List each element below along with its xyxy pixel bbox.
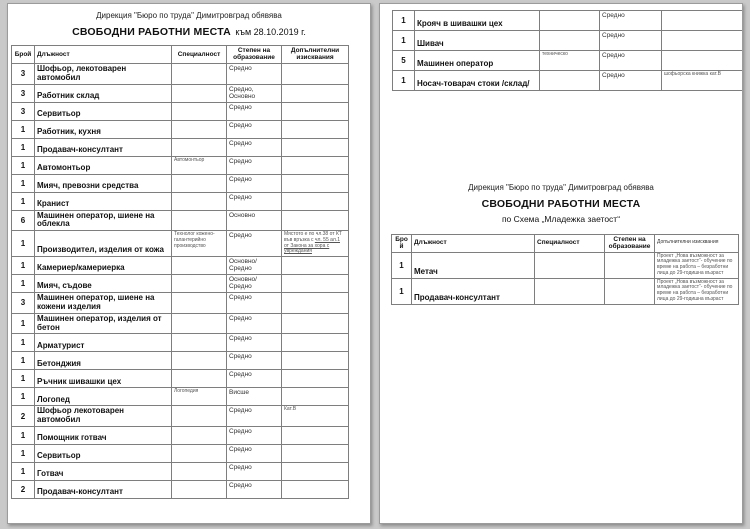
education-cell: Средно [600,31,662,51]
requirements-cell [282,102,349,120]
vacancy-row [12,352,349,370]
specialty-cell [535,278,605,304]
specialty-cell [172,462,227,480]
education-cell: Средно [227,462,282,480]
specialty-cell [540,31,600,51]
specialty-cell [172,63,227,84]
specialty-cell: Логопедия [172,388,227,406]
position-cell: Шивач [415,31,540,51]
count-cell: 1 [12,370,35,388]
vacancy-row [12,257,349,275]
count-cell: 3 [12,63,35,84]
requirements-cell [282,63,349,84]
specialty-cell [172,120,227,138]
specialty-cell [172,480,227,498]
vacancy-row [12,388,349,406]
count-cell: 3 [12,293,35,314]
vacancy-row [12,426,349,444]
education-cell: Средно [227,370,282,388]
col-header-specialty: Специалност [535,234,605,252]
requirements-cell [282,192,349,210]
count-cell: 6 [12,210,35,231]
count-cell: 1 [12,275,35,293]
page-1 [7,3,371,524]
specialty-cell [172,352,227,370]
position-cell: Сервитьор [35,444,172,462]
vacancy-row [12,192,349,210]
requirements-cell [282,174,349,192]
position-cell: Продавач-консултант [35,480,172,498]
vacancy-row [12,84,349,102]
education-cell: Средно [227,174,282,192]
count-cell: 2 [12,480,35,498]
requirements-cell: Мястото е по чл.38 от КТ във връзка с чл. 55 ал.1 от Закона за хора с увреждания [282,231,349,257]
count-cell: 1 [12,192,35,210]
education-cell: Средно [227,138,282,156]
specialty-cell [540,71,600,91]
vacancy-row [12,313,349,334]
education-cell: Средно, Основно [227,84,282,102]
announcer-line: Дирекция "Бюро по труда" Димитровград обявява [96,11,282,20]
position-cell: Продавач-консултант [412,278,535,304]
position-cell: Машинен оператор, шиене на облекла [35,210,172,231]
vacancy-row [12,370,349,388]
position-cell: Мияч, съдове [35,275,172,293]
vacancy-row [12,231,349,257]
vacancy-row [393,51,744,71]
position-cell: Камериер/камериерка [35,257,172,275]
count-cell: 1 [393,31,415,51]
specialty-cell [172,370,227,388]
requirements-cell [282,388,349,406]
count-cell: 3 [12,84,35,102]
requirements-cell: Кат.В [282,406,349,427]
specialty-cell [172,293,227,314]
specialty-cell [172,444,227,462]
position-cell: Машинен оператор [415,51,540,71]
col-header-education: Степен на образование [227,46,282,64]
vacancy-row [12,275,349,293]
requirements-cell [282,257,349,275]
col-header-count: Брой [12,46,35,64]
vacancy-row [12,102,349,120]
count-cell: 1 [12,462,35,480]
requirements-cell [662,11,744,31]
position-cell: Шофьор, лекотоварен автомобил [35,63,172,84]
requirements-underlined-text: чл. 55 ал.1 от Закона за хора с увреждания [284,236,340,255]
requirements-cell [282,352,349,370]
position-cell: Крояч в шивашки цех [415,11,540,31]
document-title-line [8,21,370,41]
requirements-cell [282,370,349,388]
col-header-specialty: Специалност [172,46,227,64]
requirements-cell [282,480,349,498]
requirements-cell: Проект „Нова възможност за младежка заетост“- обучение по време на работа – безработни лица до 29-годишна възраст [655,278,739,304]
specialty-cell [172,192,227,210]
position-cell: Автомонтьор [35,156,172,174]
education-cell: Основно/Средно [227,257,282,275]
education-cell: Висше [227,388,282,406]
position-cell: Машинен оператор, шиене на кожени изделия [35,293,172,314]
count-cell: 1 [392,278,412,304]
requirements-cell [282,84,349,102]
specialty-cell [540,11,600,31]
col-header-requirements: Допълнителни изисквания [282,46,349,64]
count-cell: 1 [392,252,412,278]
education-cell: Средно [227,334,282,352]
table-header-row [12,46,349,64]
vacancy-row [12,462,349,480]
requirements-cell [282,156,349,174]
requirements-cell [282,444,349,462]
requirements-cell [282,210,349,231]
position-cell: Производител, изделия от кожа [35,231,172,257]
document-title: СВОБОДНИ РАБОТНИ МЕСТА [72,26,231,38]
page1-header [8,11,370,41]
specialty-cell [172,102,227,120]
col-header-position: Длъжност [35,46,172,64]
vacancy-row [392,278,739,304]
specialty-cell [535,252,605,278]
position-cell: Работник склад [35,84,172,102]
vacancy-row [393,11,744,31]
position-cell: Мияч, превозни средства [35,174,172,192]
vacancy-row [12,174,349,192]
vacancies-table-page1 [11,45,349,499]
position-cell: Кранист [35,192,172,210]
vacancy-row [12,406,349,427]
specialty-cell [172,334,227,352]
specialty-cell [172,174,227,192]
position-cell: Ръчник шивашки цех [35,370,172,388]
education-cell: Основно/Средно [227,275,282,293]
announcer-line-2: Дирекция "Бюро по труда" Димитровград обявява [468,183,654,192]
education-cell: Средно [227,406,282,427]
count-cell: 1 [12,120,35,138]
vacancy-row [393,31,744,51]
education-cell: Средно [600,51,662,71]
vacancies-table-continuation [392,10,743,91]
col-header-count: Брой [392,234,412,252]
position-cell: Метач [412,252,535,278]
specialty-cell [172,138,227,156]
specialty-cell [172,257,227,275]
education-cell: Основно [227,210,282,231]
count-cell: 1 [12,313,35,334]
vacancy-row [12,156,349,174]
specialty-cell [172,275,227,293]
vacancy-row [12,138,349,156]
position-cell: Бетонджия [35,352,172,370]
vacancy-row [12,444,349,462]
document-title-line-2 [380,193,742,213]
specialty-cell: Технолог кожено-галантерийно производство [172,231,227,257]
education-cell: Средно [227,192,282,210]
scheme-subtitle: по Схема „Младежка заетост“ [501,214,621,224]
count-cell: 1 [12,334,35,352]
col-header-requirements: Допълнителни изисквания [655,234,739,252]
position-cell: Продавач-консултант [35,138,172,156]
vacancy-row [392,252,739,278]
education-cell [605,278,655,304]
specialty-cell [172,210,227,231]
education-cell: Средно [227,313,282,334]
requirements-cell [282,138,349,156]
page2-header [380,183,742,225]
table-header-row [392,234,739,252]
position-cell: Машинен оператор, изделия от бетон [35,313,172,334]
vacancy-row [12,63,349,84]
specialty-cell [172,406,227,427]
requirements-cell [282,462,349,480]
education-cell: Средно [227,426,282,444]
count-cell: 5 [393,51,415,71]
vacancy-row [12,210,349,231]
count-cell: 1 [393,71,415,91]
position-cell: Помощник готвач [35,426,172,444]
requirements-cell [282,334,349,352]
vacancy-row [12,120,349,138]
education-cell: Средно [227,63,282,84]
position-cell: Работник, кухня [35,120,172,138]
count-cell: 1 [12,138,35,156]
count-cell: 1 [12,352,35,370]
requirements-cell [282,426,349,444]
vacancy-row [12,293,349,314]
requirements-cell [282,293,349,314]
position-cell: Носач-товарач стоки /склад/ [415,71,540,91]
document-title-2: СВОБОДНИ РАБОТНИ МЕСТА [481,198,641,210]
education-cell: Средно [227,156,282,174]
education-cell [605,252,655,278]
count-cell: 3 [12,102,35,120]
count-cell: 1 [12,156,35,174]
requirements-cell [282,313,349,334]
education-cell: Средно [600,71,662,91]
count-cell: 1 [12,257,35,275]
count-cell: 1 [12,444,35,462]
vacancy-row [12,334,349,352]
specialty-cell: техническо [540,51,600,71]
position-cell: Сервитьор [35,102,172,120]
position-cell: Шофьор лекотоварен автомобил [35,406,172,427]
page-2 [379,3,743,524]
requirements-cell [282,275,349,293]
vacancies-table-youth-scheme [391,234,739,305]
education-cell: Средно [227,102,282,120]
specialty-cell: Автомонтьор [172,156,227,174]
specialty-cell [172,426,227,444]
vacancy-row [12,480,349,498]
education-cell: Средно [227,444,282,462]
education-cell: Средно [600,11,662,31]
position-cell: Арматурист [35,334,172,352]
position-cell: Готвач [35,462,172,480]
education-cell: Средно [227,352,282,370]
specialty-cell [172,313,227,334]
count-cell: 1 [12,174,35,192]
vacancy-row [393,71,744,91]
col-header-position: Длъжност [412,234,535,252]
requirements-cell [662,31,744,51]
count-cell: 2 [12,406,35,427]
education-cell: Средно [227,231,282,257]
education-cell: Средно [227,480,282,498]
education-cell: Средно [227,120,282,138]
specialty-cell [172,84,227,102]
count-cell: 1 [393,11,415,31]
requirements-cell [282,120,349,138]
count-cell: 1 [12,388,35,406]
count-cell: 1 [12,231,35,257]
requirements-cell [662,51,744,71]
count-cell: 1 [12,426,35,444]
requirements-cell: шофьорска книжка кат.В [662,71,744,91]
requirements-cell: Проект „Нова възможност за младежка заетост“- обучение по време на работа – безработни лица до 29-годишна възраст [655,252,739,278]
education-cell: Средно [227,293,282,314]
col-header-education: Степен на образование [605,234,655,252]
document-title-date: към 28.10.2019 г. [235,27,306,37]
position-cell: Логопед [35,388,172,406]
